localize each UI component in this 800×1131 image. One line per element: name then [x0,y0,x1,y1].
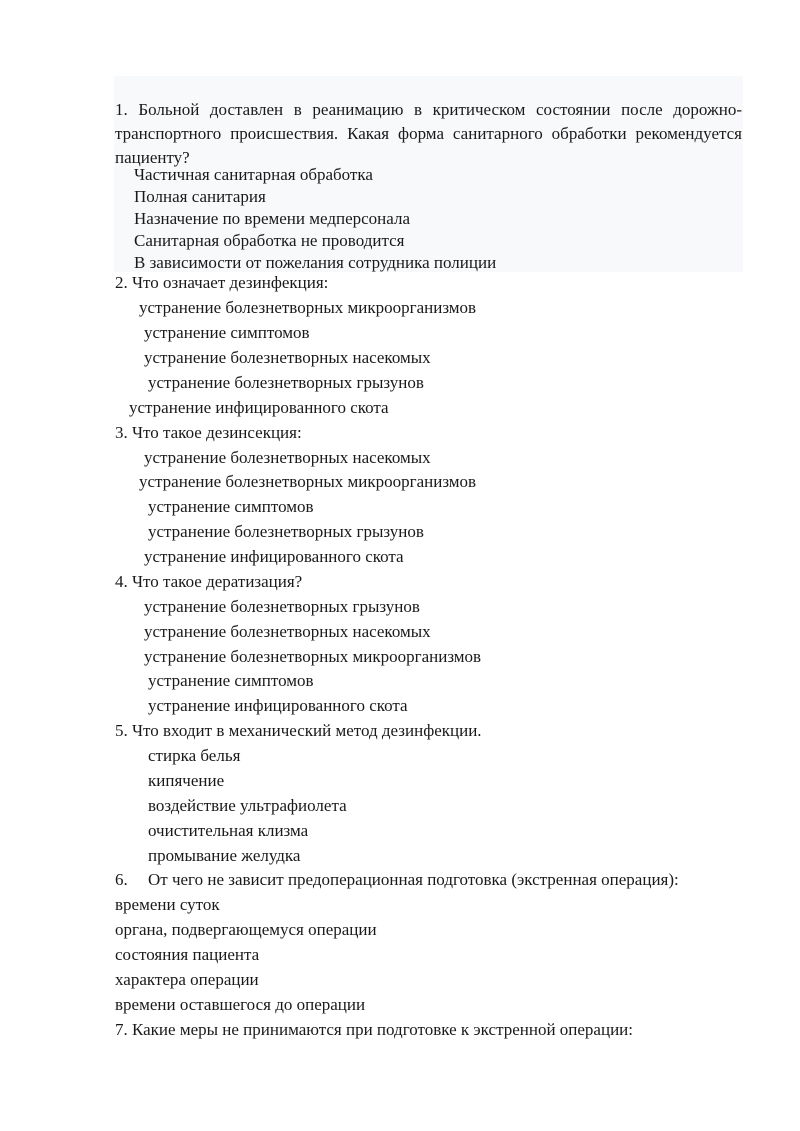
q4-option-2: устранение болезнетворных насекомых [144,622,431,641]
q5-option-2: кипячение [148,771,225,790]
q5-option-3: воздействие ультрафиолета [148,796,347,815]
question-4-text: 4. Что такое дератизация? [115,572,303,591]
q2-option-2: устранение симптомов [144,323,310,342]
q3-option-2: устранение болезнетворных микроорганизмов [139,472,477,491]
q4-option-3: устранение болезнетворных микроорганизмов [144,647,482,666]
question-2-text: 2. Что означает дезинфекция: [115,273,329,292]
q1-option-4: Санитарная обработка не проводится [134,231,405,250]
q6-option-2: органа, подвергающемуся операции [115,920,377,939]
q3-option-3: устранение симптомов [148,497,314,516]
q2-option-5: устранение инфицированного скота [129,398,389,417]
q6-option-4: характера операции [115,970,259,989]
question-5-text: 5. Что входит в механический метод дезинфекции. [115,721,482,740]
question-1-text: 1. Больной доставлен в реанимацию в критическом состоянии после дорожно-транспортного происшествия. Какая форма санитарного обработки рекомендуется пациенту? [115,100,742,167]
question-6-number: 6. [115,870,128,889]
q2-option-3: устранение болезнетворных насекомых [144,348,431,367]
q1-option-5: В зависимости от пожелания сотрудника полиции [134,253,497,272]
q5-option-5: промывание желудка [148,846,301,865]
q4-option-4: устранение симптомов [148,671,314,690]
q1-option-1: Частичная санитарная обработка [134,165,373,184]
q1-option-3: Назначение по времени медперсонала [134,209,410,228]
q6-option-5: времени оставшегося до операции [115,995,366,1014]
q3-option-5: устранение инфицированного скота [144,547,404,566]
q1-option-2: Полная санитария [134,187,266,206]
q4-option-5: устранение инфицированного скота [148,696,408,715]
q2-option-4: устранение болезнетворных грызунов [148,373,424,392]
q6-option-1: времени суток [115,895,220,914]
q5-option-4: очистительная клизма [148,821,309,840]
q3-option-1: устранение болезнетворных насекомых [144,448,431,467]
q2-option-1: устранение болезнетворных микроорганизмов [139,298,477,317]
q3-option-4: устранение болезнетворных грызунов [148,522,424,541]
q6-option-3: состояния пациента [115,945,260,964]
question-7-text: 7. Какие меры не принимаются при подготовке к экстренной операции: [115,1020,633,1039]
question-3-text: 3. Что такое дезинсекция: [115,423,302,442]
q5-option-1: стирка белья [148,746,241,765]
question-6-text: От чего не зависит предоперационная подготовка (экстренная операция): [148,870,679,889]
q4-option-1: устранение болезнетворных грызунов [144,597,420,616]
